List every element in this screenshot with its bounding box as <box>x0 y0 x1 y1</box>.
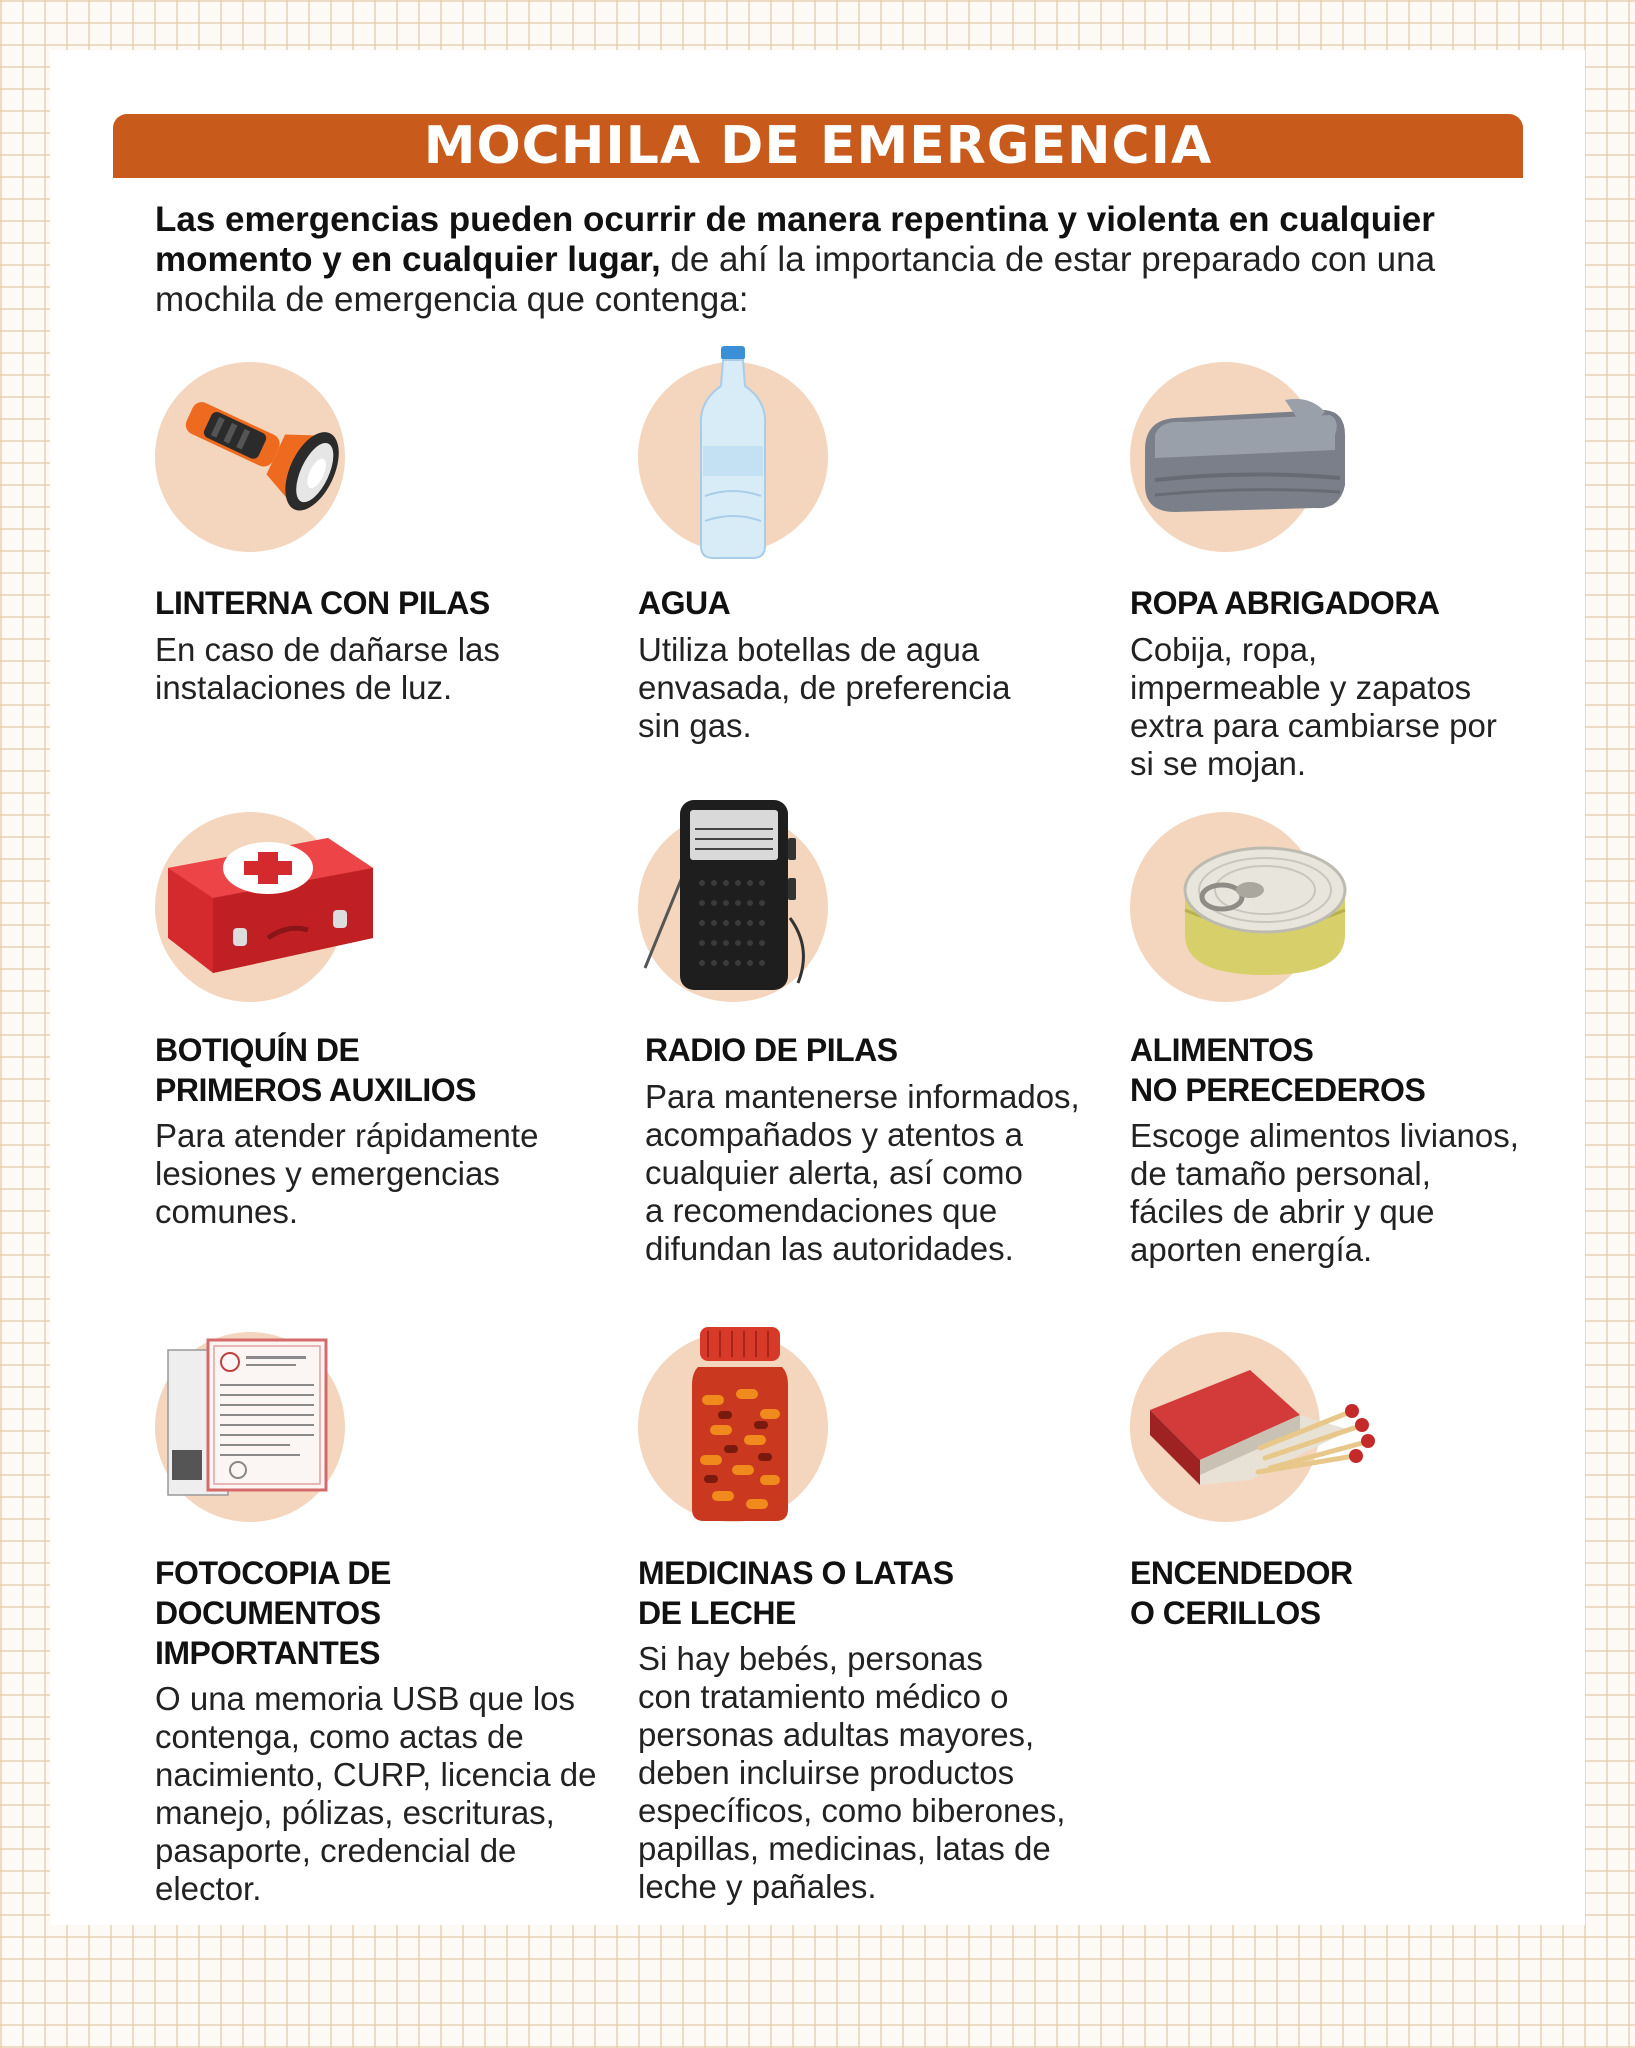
item-title: AGUA <box>638 585 731 621</box>
header-banner <box>113 114 1523 178</box>
item-title: LINTERNA CON PILAS <box>155 585 490 621</box>
intro-regular-text: de ahí la importancia de estar preparado con una mochila de emergencia que contenga: <box>155 240 1436 319</box>
item-description: Para atender rápidamente lesiones y emergencias comunes. <box>155 1117 539 1230</box>
first-aid-kit-icon <box>158 828 378 978</box>
matches-icon <box>1140 1360 1380 1495</box>
intro-paragraph <box>155 200 1475 320</box>
item-description: O una memoria USB que los contenga, como actas de nacimiento, CURP, licencia de manejo, pólizas, escrituras, pasaporte, credencial de elector. <box>155 1680 597 1907</box>
item-title: ENCENDEDOR O CERILLOS <box>1130 1555 1353 1631</box>
medicine-bottle-icon <box>688 1325 793 1523</box>
item-title: ALIMENTOS NO PERECEDEROS <box>1130 1032 1426 1108</box>
item-description: Escoge alimentos livianos, de tamaño personal, fáciles de abrir y que aporten energía. <box>1130 1117 1519 1268</box>
page-title: MOCHILA DE EMERGENCIA <box>423 116 1213 176</box>
item-title: FOTOCOPIA DE DOCUMENTOS IMPORTANTES <box>155 1555 391 1671</box>
item-description: Utiliza botellas de agua envasada, de preferencia sin gas. <box>638 631 1011 744</box>
item-title: RADIO DE PILAS <box>645 1032 898 1068</box>
item-title: BOTIQUÍN DE PRIMEROS AUXILIOS <box>155 1032 477 1108</box>
item-description: Para mantenerse informados, acompañados y atentos a cualquier alerta, así como a recomendaciones que difundan las autoridades. <box>645 1078 1080 1267</box>
intro-bold-text: Las emergencias pueden ocurrir de manera repentina y violenta en cualquier momento y en cualquier lugar, <box>155 200 1435 279</box>
document-icon <box>168 1340 328 1500</box>
canned-food-icon <box>1180 835 1350 980</box>
flashlight-icon <box>170 380 370 530</box>
item-description: Cobija, ropa, impermeable y zapatos extra para cambiarse por si se mojan. <box>1130 631 1497 782</box>
blanket-icon <box>1135 390 1355 520</box>
radio-icon <box>640 798 820 992</box>
item-title: MEDICINAS O LATAS DE LECHE <box>638 1555 954 1631</box>
item-description: Si hay bebés, personas con tratamiento médico o personas adultas mayores, deben incluirse productos específicos, como biberones, papillas, medicinas, latas de leche y pañales. <box>638 1640 1066 1905</box>
item-description: En caso de dañarse las instalaciones de luz. <box>155 631 500 706</box>
water-bottle-icon <box>695 346 771 560</box>
item-title: ROPA ABRIGADORA <box>1130 585 1440 621</box>
